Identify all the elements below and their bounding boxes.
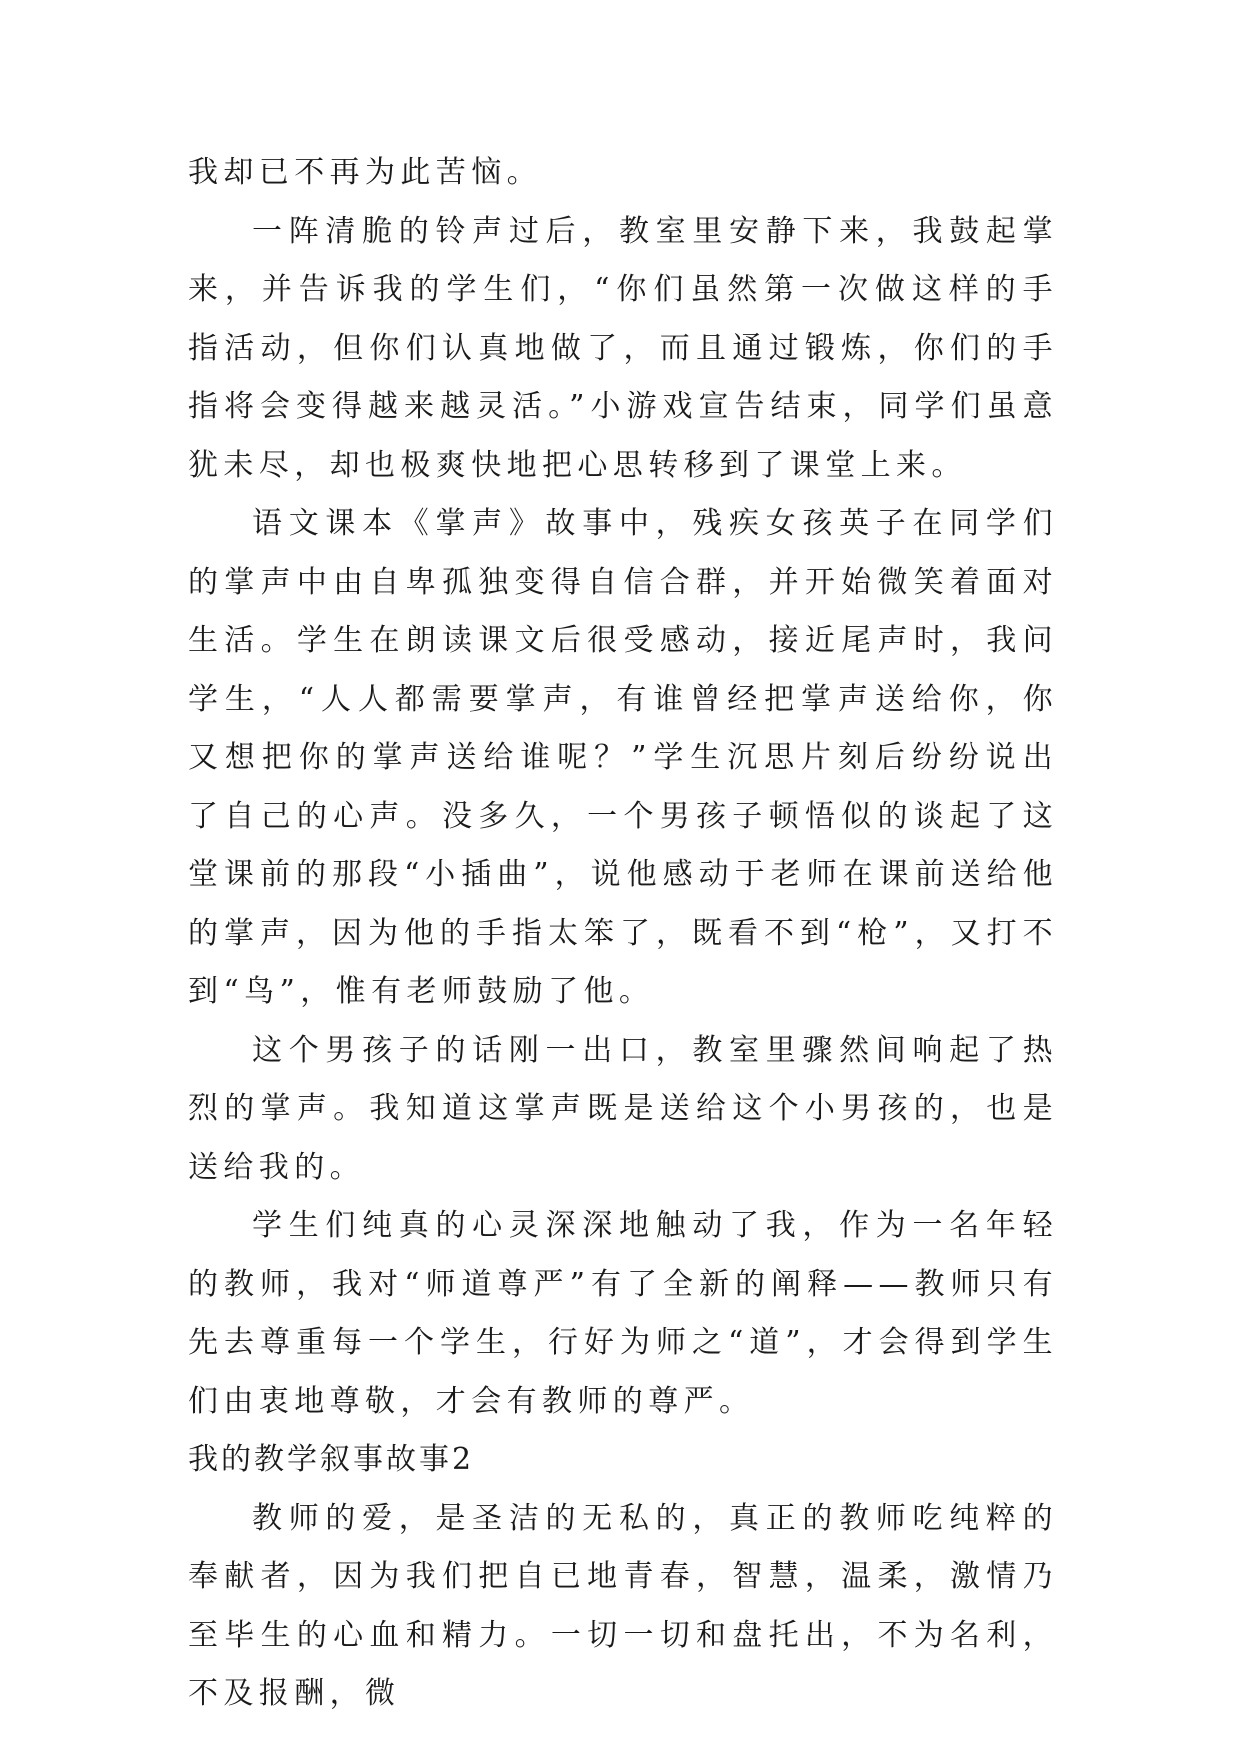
document-page bbox=[188, 144, 1058, 1724]
paragraph: 语文课本《掌声》故事中，残疾女孩英子在同学们的掌声中由自卑孤独变得自信合群，并开始微笑着面对生活。学生在朗读课文后很受感动，接近尾声时，我问学生，“人人都需要掌声，有谁曾经把掌声送给你，你又想把你的掌声送给谁呢？”学生沉思片刻后纷纷说出了自己的心声。没多久，一个男孩子顿悟似的谈起了这堂课前的那段“小插曲”，说他感动于老师在课前送给他的掌声，因为他的手指太笨了，既看不到“枪”，又打不到“鸟”，惟有老师鼓励了他。 bbox=[188, 506, 1058, 1009]
paragraph-continuation: 我却已不再为此苦恼。 bbox=[188, 155, 542, 190]
paragraph: 这个男孩子的话刚一出口，教室里骤然间响起了热烈的掌声。我知道这掌声既是送给这个小男孩的，也是送给我的。 bbox=[188, 1032, 1058, 1185]
paragraph: 教师的爱，是圣洁的无私的，真正的教师吃纯粹的奉献者，因为我们把自已地青春，智慧，温柔，激情乃至毕生的心血和精力。一切一切和盘托出，不为名利，不及报酬，微 bbox=[188, 1500, 1058, 1711]
paragraph: 一阵清脆的铃声过后，教室里安静下来，我鼓起掌来，并告诉我的学生们，“你们虽然第一次做这样的手指活动，但你们认真地做了，而且通过锻炼，你们的手指将会变得越来越灵活。”小游戏宣告结束，同学们虽意犹未尽，却也极爽快地把心思转移到了课堂上来。 bbox=[188, 213, 1058, 483]
paragraph: 学生们纯真的心灵深深地触动了我，作为一名年轻的教师，我对“师道尊严”有了全新的阐释——教师只有先去尊重每一个学生，行好为师之“道”，才会得到学生们由衷地尊敬，才会有教师的尊严。 bbox=[188, 1208, 1058, 1419]
section-heading: 我的教学叙事故事2 bbox=[188, 1442, 475, 1477]
